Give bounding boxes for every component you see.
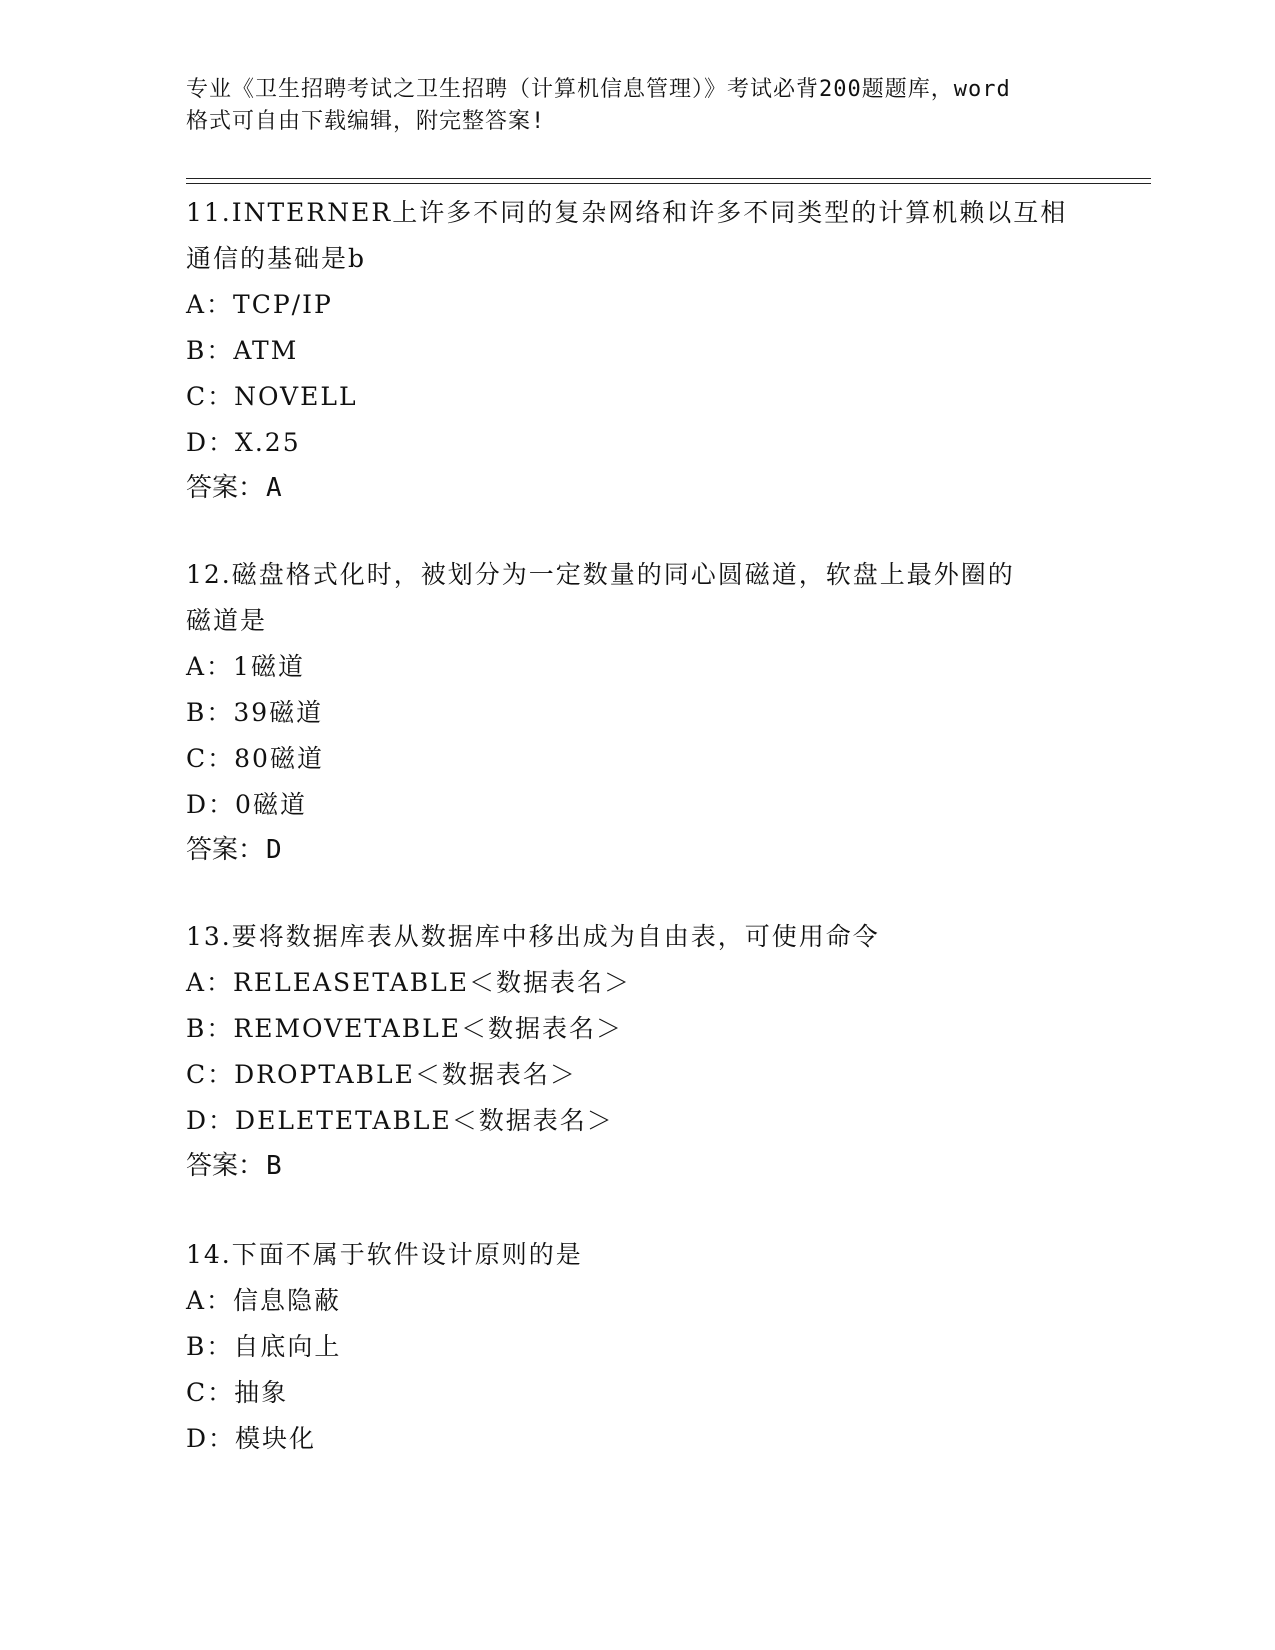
header-divider-top [186, 178, 1151, 179]
option-d: D：X.25 [186, 428, 301, 457]
question-stem-line: 12.磁盘格式化时，被划分为一定数量的同心圆磁道，软盘上最外圈的 [186, 560, 1015, 589]
option-a: A：1磁道 [186, 652, 305, 681]
option-b: B：REMOVETABLE＜数据表名＞ [186, 1014, 623, 1043]
question-13 [186, 914, 1086, 1188]
answer [186, 828, 1086, 872]
answer-label: 答案： [186, 473, 265, 503]
option-d: D：模块化 [186, 1424, 317, 1453]
question-stem-line: 通信的基础是b [186, 244, 367, 273]
question-stem-line: 14.下面不属于软件设计原则的是 [186, 1240, 583, 1269]
header-line-1: 专业《卫生招聘考试之卫生招聘（计算机信息管理）》考试必背200题题库，word [186, 77, 1011, 102]
option-a: A：信息隐蔽 [186, 1286, 342, 1315]
header-line-2: 格式可自由下载编辑，附完整答案! [186, 109, 546, 134]
option-a: A：TCP/IP [186, 290, 333, 319]
option-c: C：DROPTABLE＜数据表名＞ [186, 1060, 577, 1089]
option-d: D：DELETETABLE＜数据表名＞ [186, 1106, 614, 1135]
answer [186, 466, 1086, 510]
option-c: C：80磁道 [186, 744, 324, 773]
option-c: C：NOVELL [186, 382, 358, 411]
question-stem-line: 11.INTERNER上许多不同的复杂网络和许多不同类型的计算机赖以互相 [186, 198, 1068, 227]
option-b: B：39磁道 [186, 698, 324, 727]
option-b: B：自底向上 [186, 1332, 342, 1361]
option-c: C：抽象 [186, 1378, 289, 1407]
answer-value: B [266, 1151, 282, 1181]
question-stem-line: 13.要将数据库表从数据库中移出成为自由表，可使用命令 [186, 922, 880, 951]
question-stem-line: 磁道是 [186, 606, 268, 635]
option-a: A：RELEASETABLE＜数据表名＞ [186, 968, 631, 997]
option-b: B：ATM [186, 336, 299, 365]
header-divider-bottom [186, 183, 1151, 184]
question-11 [186, 190, 1086, 510]
option-d: D：0磁道 [186, 790, 307, 819]
answer-label: 答案： [186, 1151, 265, 1181]
question-12 [186, 552, 1086, 872]
question-14 [186, 1232, 1086, 1462]
document-header [186, 74, 1086, 138]
answer [186, 1144, 1086, 1188]
answer-value: A [266, 473, 282, 503]
answer-label: 答案： [186, 835, 265, 865]
answer-value: D [266, 835, 282, 865]
